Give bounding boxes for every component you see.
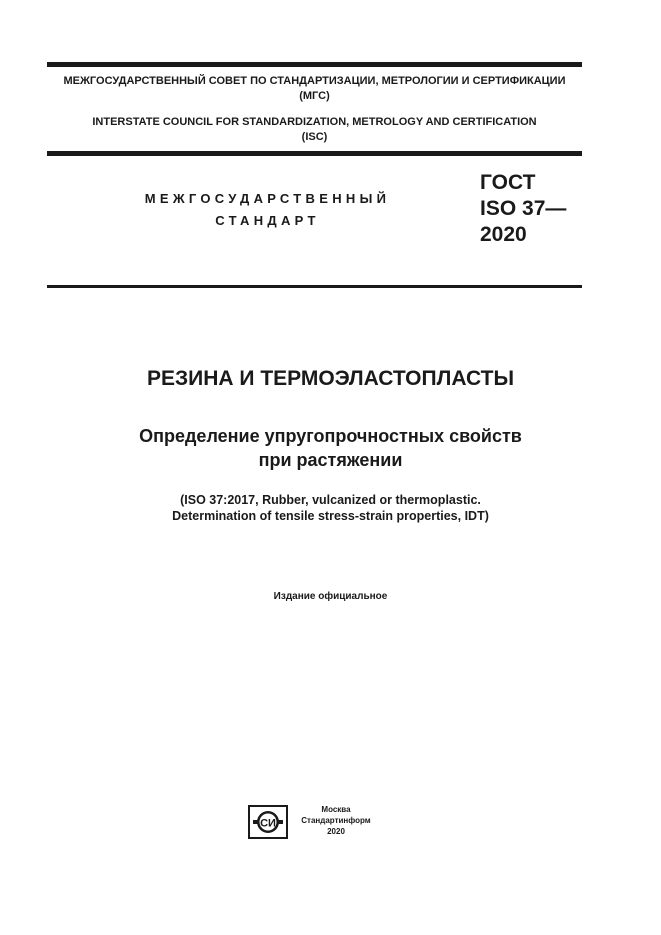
council-name-en: INTERSTATE COUNCIL FOR STANDARDIZATION, METROLOGY AND CERTIFICATION xyxy=(92,116,537,128)
council-abbr-ru: (МГС) xyxy=(299,90,330,102)
standard-type-line2: СТАНДАРТ xyxy=(215,213,320,228)
standard-type-line1: МЕЖГОСУДАРСТВЕННЫЙ xyxy=(144,191,391,206)
iso-reference-line2: Determination of tensile stress-strain properties, IDT) xyxy=(172,509,489,523)
standard-code-line3: 2020 xyxy=(480,223,527,246)
iso-reference-line1: (ISO 37:2017, Rubber, vulcanized or thermoplastic. xyxy=(180,493,481,507)
document-subtitle xyxy=(20,424,641,472)
council-abbr-en: (ISC) xyxy=(301,131,328,143)
code-divider-rule xyxy=(47,285,582,288)
standard-type-label xyxy=(120,188,415,232)
publisher-city: Москва xyxy=(321,805,351,814)
subtitle-line1: Определение упругопрочностных свойств xyxy=(139,426,522,446)
council-name-ru: МЕЖГОСУДАРСТВЕННЫЙ СОВЕТ ПО СТАНДАРТИЗАЦИИ, МЕТРОЛОГИИ И СЕРТИФИКАЦИИ xyxy=(63,75,566,87)
edition-label: Издание официальное xyxy=(273,591,388,602)
council-header-en xyxy=(47,115,582,145)
document-title: РЕЗИНА И ТЕРМОЭЛАСТОПЛАСТЫ xyxy=(146,367,515,390)
standartinform-logo-icon xyxy=(248,805,288,839)
publisher-info xyxy=(292,804,380,837)
standard-code-line2: ISO 37— xyxy=(480,197,567,220)
publisher-name: Стандартинформ xyxy=(301,816,371,825)
standard-code xyxy=(480,170,566,248)
publisher-year: 2020 xyxy=(327,827,345,836)
svg-text:СИ: СИ xyxy=(260,817,276,830)
subtitle-line2: при растяжении xyxy=(258,450,403,470)
header-divider-rule xyxy=(47,151,582,156)
council-header-ru xyxy=(47,74,582,104)
iso-reference xyxy=(20,492,641,524)
top-rule xyxy=(47,62,582,67)
standard-code-line1: ГОСТ xyxy=(480,171,536,194)
